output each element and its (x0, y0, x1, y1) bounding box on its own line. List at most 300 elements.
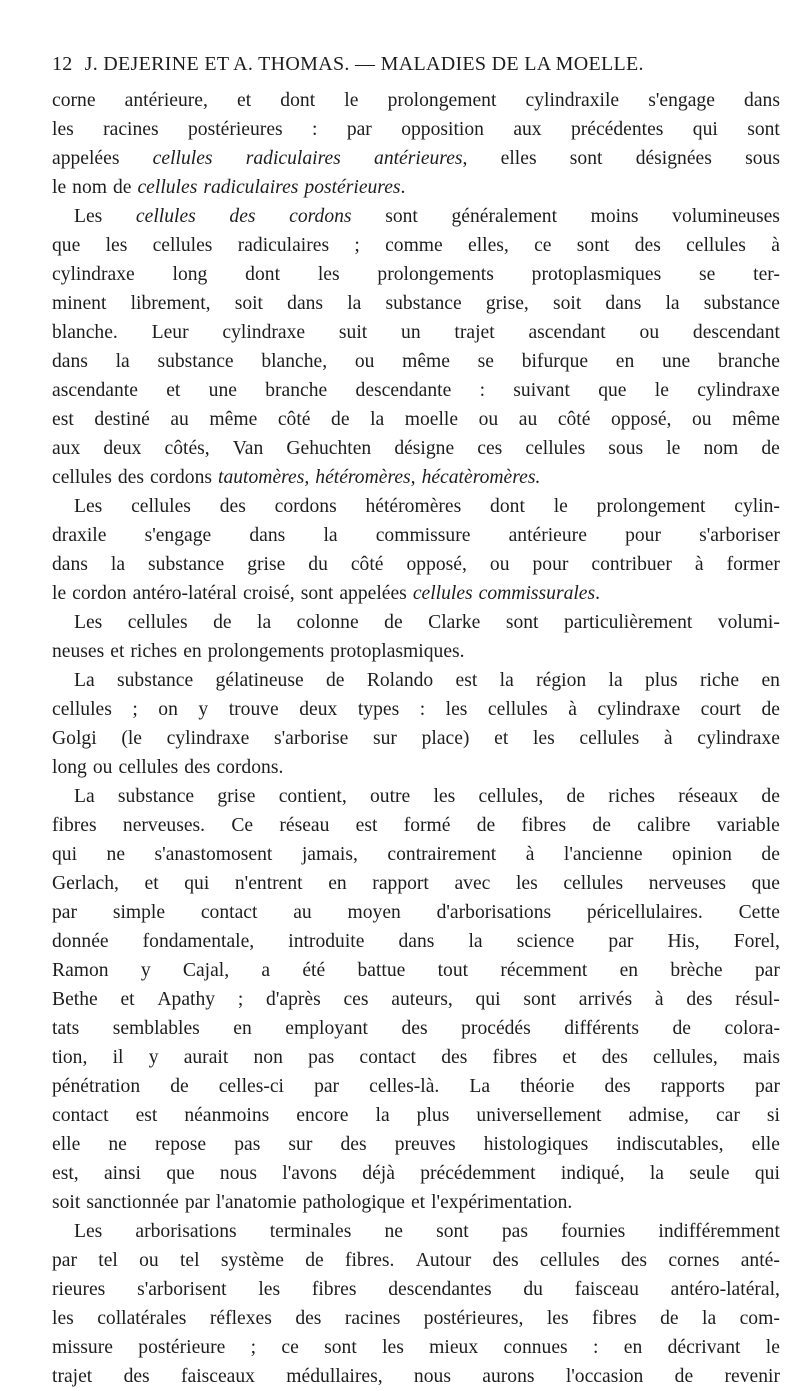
word: l'occasion (565, 1366, 644, 1387)
word: fibres (592, 1308, 637, 1329)
word: ou (478, 409, 499, 430)
word: cylindraxe (222, 322, 306, 343)
word: et (237, 90, 252, 111)
word: antéro-latéral, (670, 1279, 780, 1300)
word: antérieures, (374, 148, 468, 169)
word: Bethe (52, 989, 98, 1010)
word: radiculaires (203, 177, 299, 198)
word: la (702, 1308, 717, 1329)
word: nom (72, 177, 107, 198)
word: le (654, 380, 669, 401)
word: sont (747, 119, 780, 140)
text-line (52, 1217, 780, 1246)
word: ne (106, 844, 126, 865)
word: variable (716, 815, 780, 836)
word: pénétration (52, 1076, 141, 1097)
word: pas (234, 1134, 261, 1155)
word: cordon (72, 583, 127, 604)
word: des (604, 1076, 631, 1097)
word: formé (403, 815, 451, 836)
word: à (771, 235, 780, 256)
word: nerveuses. (122, 815, 206, 836)
text-line (52, 724, 780, 753)
word: blanche. (52, 322, 118, 343)
word: déjà (362, 1163, 395, 1184)
word: donnée (52, 931, 109, 952)
word: s'arborisent (137, 1279, 227, 1300)
word: destiné (94, 409, 150, 430)
word: tel (179, 1250, 200, 1271)
word: la (115, 351, 130, 372)
word: dans (52, 554, 88, 575)
word: cellules (563, 873, 624, 894)
word: substance (117, 670, 194, 691)
word: postérieures (187, 119, 283, 140)
word: dans (605, 293, 642, 314)
word: de (660, 1308, 679, 1329)
word: fibres (492, 1047, 538, 1068)
word: un (401, 322, 421, 343)
word: les (433, 786, 456, 807)
word: que (751, 873, 780, 894)
word: substance (703, 293, 780, 314)
text-line (52, 202, 780, 231)
word: elle (751, 1134, 780, 1155)
word: : (479, 380, 486, 401)
word: aux (52, 438, 81, 459)
word: cylindraxe (597, 699, 681, 720)
word: rapport (372, 873, 429, 894)
word: ces (343, 989, 369, 1010)
word: place) (421, 728, 470, 749)
word: employant (285, 1018, 368, 1039)
word: des (601, 1047, 628, 1068)
word: même (402, 351, 450, 372)
word: Clarke (428, 612, 481, 633)
word: la (323, 525, 338, 546)
word: neuses (52, 641, 105, 662)
word: cellules (525, 438, 586, 459)
word: connues (503, 1337, 568, 1358)
word: cordons (149, 467, 213, 488)
word: protoplasmiques. (330, 641, 465, 662)
word: aux (513, 119, 542, 140)
word: substance (157, 351, 234, 372)
word: en (615, 351, 635, 372)
word: contact (200, 902, 258, 923)
word: cylin- (734, 496, 780, 517)
word: dans (398, 931, 435, 952)
word: suit (338, 322, 368, 343)
word: cellules (118, 757, 179, 778)
text-line (52, 985, 780, 1014)
word: théorie (520, 1076, 575, 1097)
word: deux (299, 699, 338, 720)
word: appelées (52, 148, 120, 169)
word: la (347, 293, 362, 314)
word: le (765, 1337, 780, 1358)
word: de (112, 177, 132, 198)
word: volumineuses (672, 206, 780, 227)
word: de (761, 438, 780, 459)
word: court (700, 699, 741, 720)
word: collatérales (97, 1308, 187, 1329)
word: moelle (404, 409, 459, 430)
word: semblables (112, 1018, 200, 1039)
word: de (674, 1366, 694, 1387)
word: elles (500, 148, 537, 169)
word: repose (154, 1134, 207, 1155)
word: s'arboriser (699, 525, 780, 546)
word: s'arborise (274, 728, 349, 749)
word: contrairement (387, 844, 497, 865)
word: des (686, 989, 713, 1010)
word: que (52, 235, 81, 256)
word: de (566, 786, 585, 807)
word: contact (52, 1105, 109, 1126)
word: indifféremment (658, 1221, 780, 1242)
word: ; (237, 989, 244, 1010)
word: Apathy (157, 989, 216, 1010)
word: région (536, 670, 587, 691)
word: réflexes (209, 1308, 272, 1329)
word: pathologique (302, 1192, 405, 1213)
word: pour (625, 525, 661, 546)
word: auteurs, (391, 989, 453, 1010)
word: par (314, 1076, 340, 1097)
word: en (761, 670, 780, 691)
text-line (52, 1275, 780, 1304)
word: celles-là. (369, 1076, 440, 1097)
word: et (494, 728, 509, 749)
text-line (52, 1101, 780, 1130)
word: sanctionnée (86, 1192, 179, 1213)
word: les (258, 1279, 281, 1300)
word: universellement (476, 1105, 602, 1126)
word: riches (608, 786, 656, 807)
word: que (598, 380, 627, 401)
word: aurons (482, 1366, 535, 1387)
word: trouve (228, 699, 279, 720)
word: la (665, 293, 680, 314)
word: Les (74, 496, 103, 517)
word: : (419, 699, 426, 720)
word: nous (413, 1366, 451, 1387)
word: prolongement (596, 496, 706, 517)
word: cylindraxile (525, 90, 620, 111)
text-line (52, 927, 780, 956)
word: appelées (339, 583, 407, 604)
word: sont (324, 1337, 357, 1358)
word: moyen (347, 902, 401, 923)
word: cylindraxe (52, 264, 135, 285)
word: ce (534, 235, 552, 256)
word: de (305, 1250, 324, 1271)
page-number: 12 (52, 53, 73, 75)
word: s'engage (144, 525, 212, 546)
word: His, (667, 931, 700, 952)
word: le (553, 496, 568, 517)
text-line (52, 695, 780, 724)
word: science (516, 931, 575, 952)
word: (le (121, 728, 142, 749)
body-text (52, 86, 780, 1391)
word: désignées (635, 148, 712, 169)
word: décrivant (667, 1337, 741, 1358)
word: se (477, 351, 494, 372)
word: par (754, 960, 780, 981)
word: prolongement (387, 90, 497, 111)
word: radiculaires (245, 148, 341, 169)
word: une (208, 380, 237, 401)
word: admise, (628, 1105, 689, 1126)
word: ter- (753, 264, 780, 285)
word: trajet (454, 322, 495, 343)
word: les (532, 728, 555, 749)
word: Les (74, 1221, 103, 1242)
word: est (355, 815, 378, 836)
word: cordons. (216, 757, 284, 778)
word: y (198, 699, 209, 720)
word: fondamentale, (142, 931, 255, 952)
word: une (661, 351, 691, 372)
word: dont (280, 90, 316, 111)
text-line (52, 173, 780, 202)
text-line (52, 144, 780, 173)
word: dont (245, 264, 281, 285)
word: opposition (401, 119, 484, 140)
word: désigne (394, 438, 455, 459)
word: particulièrement (563, 612, 693, 633)
text-line (52, 1043, 780, 1072)
word: ou (639, 322, 660, 343)
word: cordons (289, 206, 352, 227)
word: des (123, 1366, 150, 1387)
word: ; (132, 699, 138, 720)
word: les (515, 873, 538, 894)
word: substance (385, 293, 462, 314)
word: Golgi (52, 728, 97, 749)
word: des (184, 757, 211, 778)
word: des (634, 235, 661, 256)
word: minent (52, 293, 107, 314)
word: croisé, (243, 583, 295, 604)
word: faisceau (574, 1279, 639, 1300)
text-line (52, 666, 780, 695)
word: côté (350, 554, 384, 575)
word: com- (739, 1308, 780, 1329)
word: des (620, 1250, 648, 1271)
word: soit (234, 293, 263, 314)
word: antérieure (508, 525, 587, 546)
word: tel (98, 1250, 118, 1271)
word: moins (590, 206, 639, 227)
text-line (52, 608, 780, 637)
text-line (52, 869, 780, 898)
text-line (52, 550, 780, 579)
word: système (220, 1250, 284, 1271)
word: qui (52, 844, 78, 865)
word: les (52, 1308, 74, 1329)
word: au (518, 409, 538, 430)
word: anté- (740, 1250, 780, 1271)
word: Cette (738, 902, 780, 923)
word: Rolando (366, 670, 434, 691)
text-line (52, 579, 780, 608)
word: il (112, 1047, 124, 1068)
word: Van (232, 438, 264, 459)
word: grise, (485, 293, 529, 314)
text-line (52, 753, 780, 782)
word: se (699, 264, 716, 285)
word: par (754, 1076, 780, 1097)
word: deux (103, 438, 142, 459)
text-line (52, 1014, 780, 1043)
text-line (52, 840, 780, 869)
word: branche (717, 351, 780, 372)
word: draxile (52, 525, 107, 546)
text-line (52, 956, 780, 985)
word: les (317, 264, 340, 285)
word: prolongements (207, 641, 325, 662)
word: le (344, 90, 359, 111)
running-header (52, 52, 780, 76)
word: qui (692, 119, 718, 140)
word: a (261, 960, 271, 981)
word: y (140, 960, 151, 981)
word: de (325, 670, 345, 691)
word: de (761, 844, 780, 865)
word: cellules (487, 699, 548, 720)
word: d'après (266, 989, 321, 1010)
word: long (172, 264, 208, 285)
word: cellules (135, 206, 196, 227)
text-line (52, 1246, 780, 1275)
word: branche (265, 380, 328, 401)
word: Gerlach, (52, 873, 119, 894)
word: cellules (131, 496, 191, 517)
word: commissure (375, 525, 471, 546)
word: ou (489, 554, 510, 575)
word: encore (296, 1105, 349, 1126)
word: du (308, 554, 328, 575)
text-line (52, 811, 780, 840)
text-line (52, 318, 780, 347)
word: riche (699, 670, 740, 691)
text-line (52, 1188, 780, 1217)
word: péricellulaires. (586, 902, 703, 923)
word: par (52, 1250, 78, 1271)
word: de (761, 786, 780, 807)
word: cylindraxe (697, 380, 780, 401)
word: récemment (500, 960, 588, 981)
word: cordons (274, 496, 337, 517)
word: hétéromères, (315, 467, 416, 488)
word: dans (52, 351, 88, 372)
word: par (184, 1192, 210, 1213)
word: nous (219, 1163, 257, 1184)
word: réseau (279, 815, 330, 836)
word: si (766, 1105, 780, 1126)
word: non (253, 1047, 283, 1068)
word: au (293, 902, 312, 923)
word: car (715, 1105, 740, 1126)
word: à (568, 699, 577, 720)
word: suivant (513, 380, 570, 401)
word: ; (250, 1337, 257, 1358)
word: contact (359, 1047, 416, 1068)
text-line (52, 347, 780, 376)
word: et (562, 1047, 577, 1068)
word: grise (247, 554, 286, 575)
word: de (213, 612, 232, 633)
word: : (312, 119, 318, 140)
word: de (476, 815, 496, 836)
word: faisceaux (181, 1366, 255, 1387)
word: cellules (52, 467, 112, 488)
word: preuves (394, 1134, 456, 1155)
word: la (375, 1105, 390, 1126)
word: descendant (692, 322, 780, 343)
word: postérieures. (304, 177, 406, 198)
word: que (166, 1163, 195, 1184)
word: du (523, 1279, 543, 1300)
word: même (209, 409, 258, 430)
word: et (166, 380, 181, 401)
word: cellules (152, 235, 213, 256)
word: hétéromères (365, 496, 462, 517)
word: ou (92, 757, 113, 778)
word: Autour (415, 1250, 472, 1271)
word: pas (308, 1047, 335, 1068)
word: procédés (461, 1018, 531, 1039)
text-line (52, 1130, 780, 1159)
word: La (74, 786, 95, 807)
word: les (546, 1308, 569, 1329)
word: cellules, (653, 1047, 718, 1068)
text-line (52, 376, 780, 405)
word: cellules, (478, 786, 544, 807)
word: des (117, 467, 144, 488)
word: été (302, 960, 326, 981)
word: Les (74, 206, 103, 227)
word: librement, (130, 293, 211, 314)
word: le (52, 583, 67, 604)
word: tion, (52, 1047, 88, 1068)
word: sont (505, 612, 539, 633)
text-line (52, 1362, 780, 1391)
word: qui (754, 1163, 780, 1184)
word: racines (344, 1308, 401, 1329)
word: y (148, 1047, 159, 1068)
word: différents (564, 1018, 639, 1039)
word: l'ancienne (563, 844, 643, 865)
word: colora- (724, 1018, 780, 1039)
word: seule (689, 1163, 730, 1184)
word: ne (108, 1134, 127, 1155)
word: former (726, 554, 780, 575)
running-title: J. DEJERINE ET A. THOMAS. — MALADIES DE LA MOELLE. (84, 53, 644, 75)
word: prolongements (377, 264, 494, 285)
word: indiscutables, (616, 1134, 724, 1155)
word: côté (277, 409, 311, 430)
word: substance (148, 554, 225, 575)
word: par (52, 902, 78, 923)
word: rapports (660, 1076, 725, 1097)
word: sont (569, 148, 603, 169)
word: pour (532, 554, 569, 575)
text-line (52, 260, 780, 289)
